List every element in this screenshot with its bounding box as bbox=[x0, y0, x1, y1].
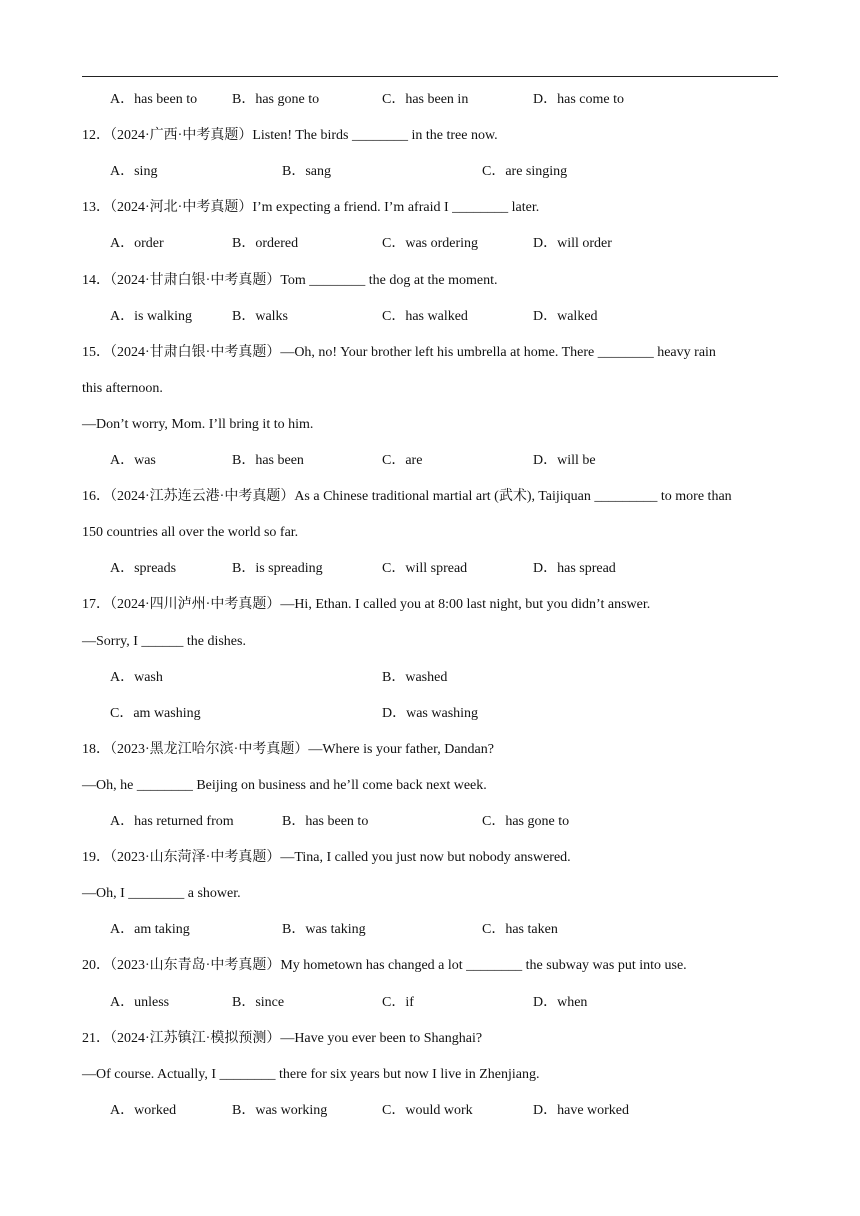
question-text-line: 19．（2023·山东菏泽·中考真题）—Tina, I called you just now but nobody answered. bbox=[82, 850, 571, 865]
question-text-line: 18．（2023·黑龙江哈尔滨·中考真题）—Where is your father, Dandan? bbox=[82, 742, 494, 757]
answer-options-row bbox=[0, 90, 860, 110]
answer-option: D．was washing bbox=[382, 706, 479, 721]
question-text-line: —Sorry, I ______ the dishes. bbox=[82, 634, 246, 649]
answer-option: B．has gone to bbox=[232, 92, 320, 107]
answer-options-row bbox=[0, 307, 860, 327]
answer-options-row bbox=[0, 920, 860, 940]
answer-option: C．will spread bbox=[382, 561, 468, 576]
answer-options-row bbox=[0, 704, 860, 724]
question-text-line: —Of course. Actually, I ________ there for six years but now I live in Zhenjiang. bbox=[82, 1067, 540, 1082]
question-text-line: 17．（2024·四川泸州·中考真题）—Hi, Ethan. I called you at 8:00 last night, but you didn’t answer. bbox=[82, 597, 651, 612]
answer-option: A．worked bbox=[110, 1103, 177, 1118]
answer-options-row bbox=[0, 993, 860, 1013]
answer-options-row bbox=[0, 162, 860, 182]
question-text-line: 16．（2024·江苏连云港·中考真题）As a Chinese traditional martial art (武术), Taijiquan _________ to more than bbox=[82, 489, 732, 504]
answer-option: B．since bbox=[232, 995, 285, 1010]
answer-option: A．wash bbox=[110, 670, 163, 685]
answer-option: C．has taken bbox=[482, 922, 558, 937]
header-rule bbox=[82, 76, 778, 77]
answer-option: D．when bbox=[533, 995, 588, 1010]
question-text-line: —Oh, he ________ Beijing on business and he’ll come back next week. bbox=[82, 778, 487, 793]
answer-option: C．has gone to bbox=[482, 814, 570, 829]
answer-option: A．order bbox=[110, 236, 164, 251]
answer-option: B．sang bbox=[282, 164, 331, 179]
answer-option: B．washed bbox=[382, 670, 448, 685]
question-text-line: 150 countries all over the world so far. bbox=[82, 525, 299, 540]
answer-option: B．is spreading bbox=[232, 561, 323, 576]
answer-option: A．unless bbox=[110, 995, 170, 1010]
question-text-line: —Don’t worry, Mom. I’ll bring it to him. bbox=[82, 417, 314, 432]
answer-options-row bbox=[0, 234, 860, 254]
answer-option: A．am taking bbox=[110, 922, 190, 937]
answer-option: A．spreads bbox=[110, 561, 177, 576]
question-text-line: 20．（2023·山东青岛·中考真题）My hometown has changed a lot ________ the subway was put into use. bbox=[82, 958, 687, 973]
answer-option: A．was bbox=[110, 453, 156, 468]
answer-option: D．has spread bbox=[533, 561, 616, 576]
question-text-line: this afternoon. bbox=[82, 381, 163, 396]
question-text-line: 21．（2024·江苏镇江·模拟预测）—Have you ever been to Shanghai? bbox=[82, 1031, 483, 1046]
answer-option: C．if bbox=[382, 995, 414, 1010]
answer-options-row bbox=[0, 559, 860, 579]
question-text-line: 12．（2024·广西·中考真题）Listen! The birds ________ in the tree now. bbox=[82, 128, 498, 143]
answer-option: A．sing bbox=[110, 164, 158, 179]
answer-option: C．would work bbox=[382, 1103, 473, 1118]
answer-option: B．was taking bbox=[282, 922, 366, 937]
answer-option: D．will be bbox=[533, 453, 596, 468]
answer-option: B．has been bbox=[232, 453, 304, 468]
answer-options-row bbox=[0, 668, 860, 688]
answer-option: B．ordered bbox=[232, 236, 299, 251]
answer-option: C．am washing bbox=[110, 706, 201, 721]
answer-option: D．walked bbox=[533, 309, 598, 324]
answer-option: D．have worked bbox=[533, 1103, 630, 1118]
question-text-line: 15．（2024·甘肃白银·中考真题）—Oh, no! Your brother left his umbrella at home. There ________ heavy rain bbox=[82, 345, 716, 360]
answer-option: B．has been to bbox=[282, 814, 369, 829]
answer-option: C．are singing bbox=[482, 164, 568, 179]
answer-option: A．has been to bbox=[110, 92, 198, 107]
answer-option: C．has walked bbox=[382, 309, 468, 324]
answer-option: B．was working bbox=[232, 1103, 328, 1118]
question-text-line: 14．（2024·甘肃白银·中考真题）Tom ________ the dog at the moment. bbox=[82, 273, 498, 288]
answer-option: A．is walking bbox=[110, 309, 193, 324]
answer-option: D．will order bbox=[533, 236, 612, 251]
question-text-line: —Oh, I ________ a shower. bbox=[82, 886, 241, 901]
answer-option: C．was ordering bbox=[382, 236, 479, 251]
question-text-line: 13．（2024·河北·中考真题）I’m expecting a friend. I’m afraid I ________ later. bbox=[82, 200, 540, 215]
answer-option: D．has come to bbox=[533, 92, 624, 107]
answer-option: C．are bbox=[382, 453, 423, 468]
answer-options-row bbox=[0, 812, 860, 832]
answer-option: C．has been in bbox=[382, 92, 469, 107]
answer-options-row bbox=[0, 1101, 860, 1121]
answer-option: B．walks bbox=[232, 309, 288, 324]
answer-option: A．has returned from bbox=[110, 814, 234, 829]
answer-options-row bbox=[0, 451, 860, 471]
